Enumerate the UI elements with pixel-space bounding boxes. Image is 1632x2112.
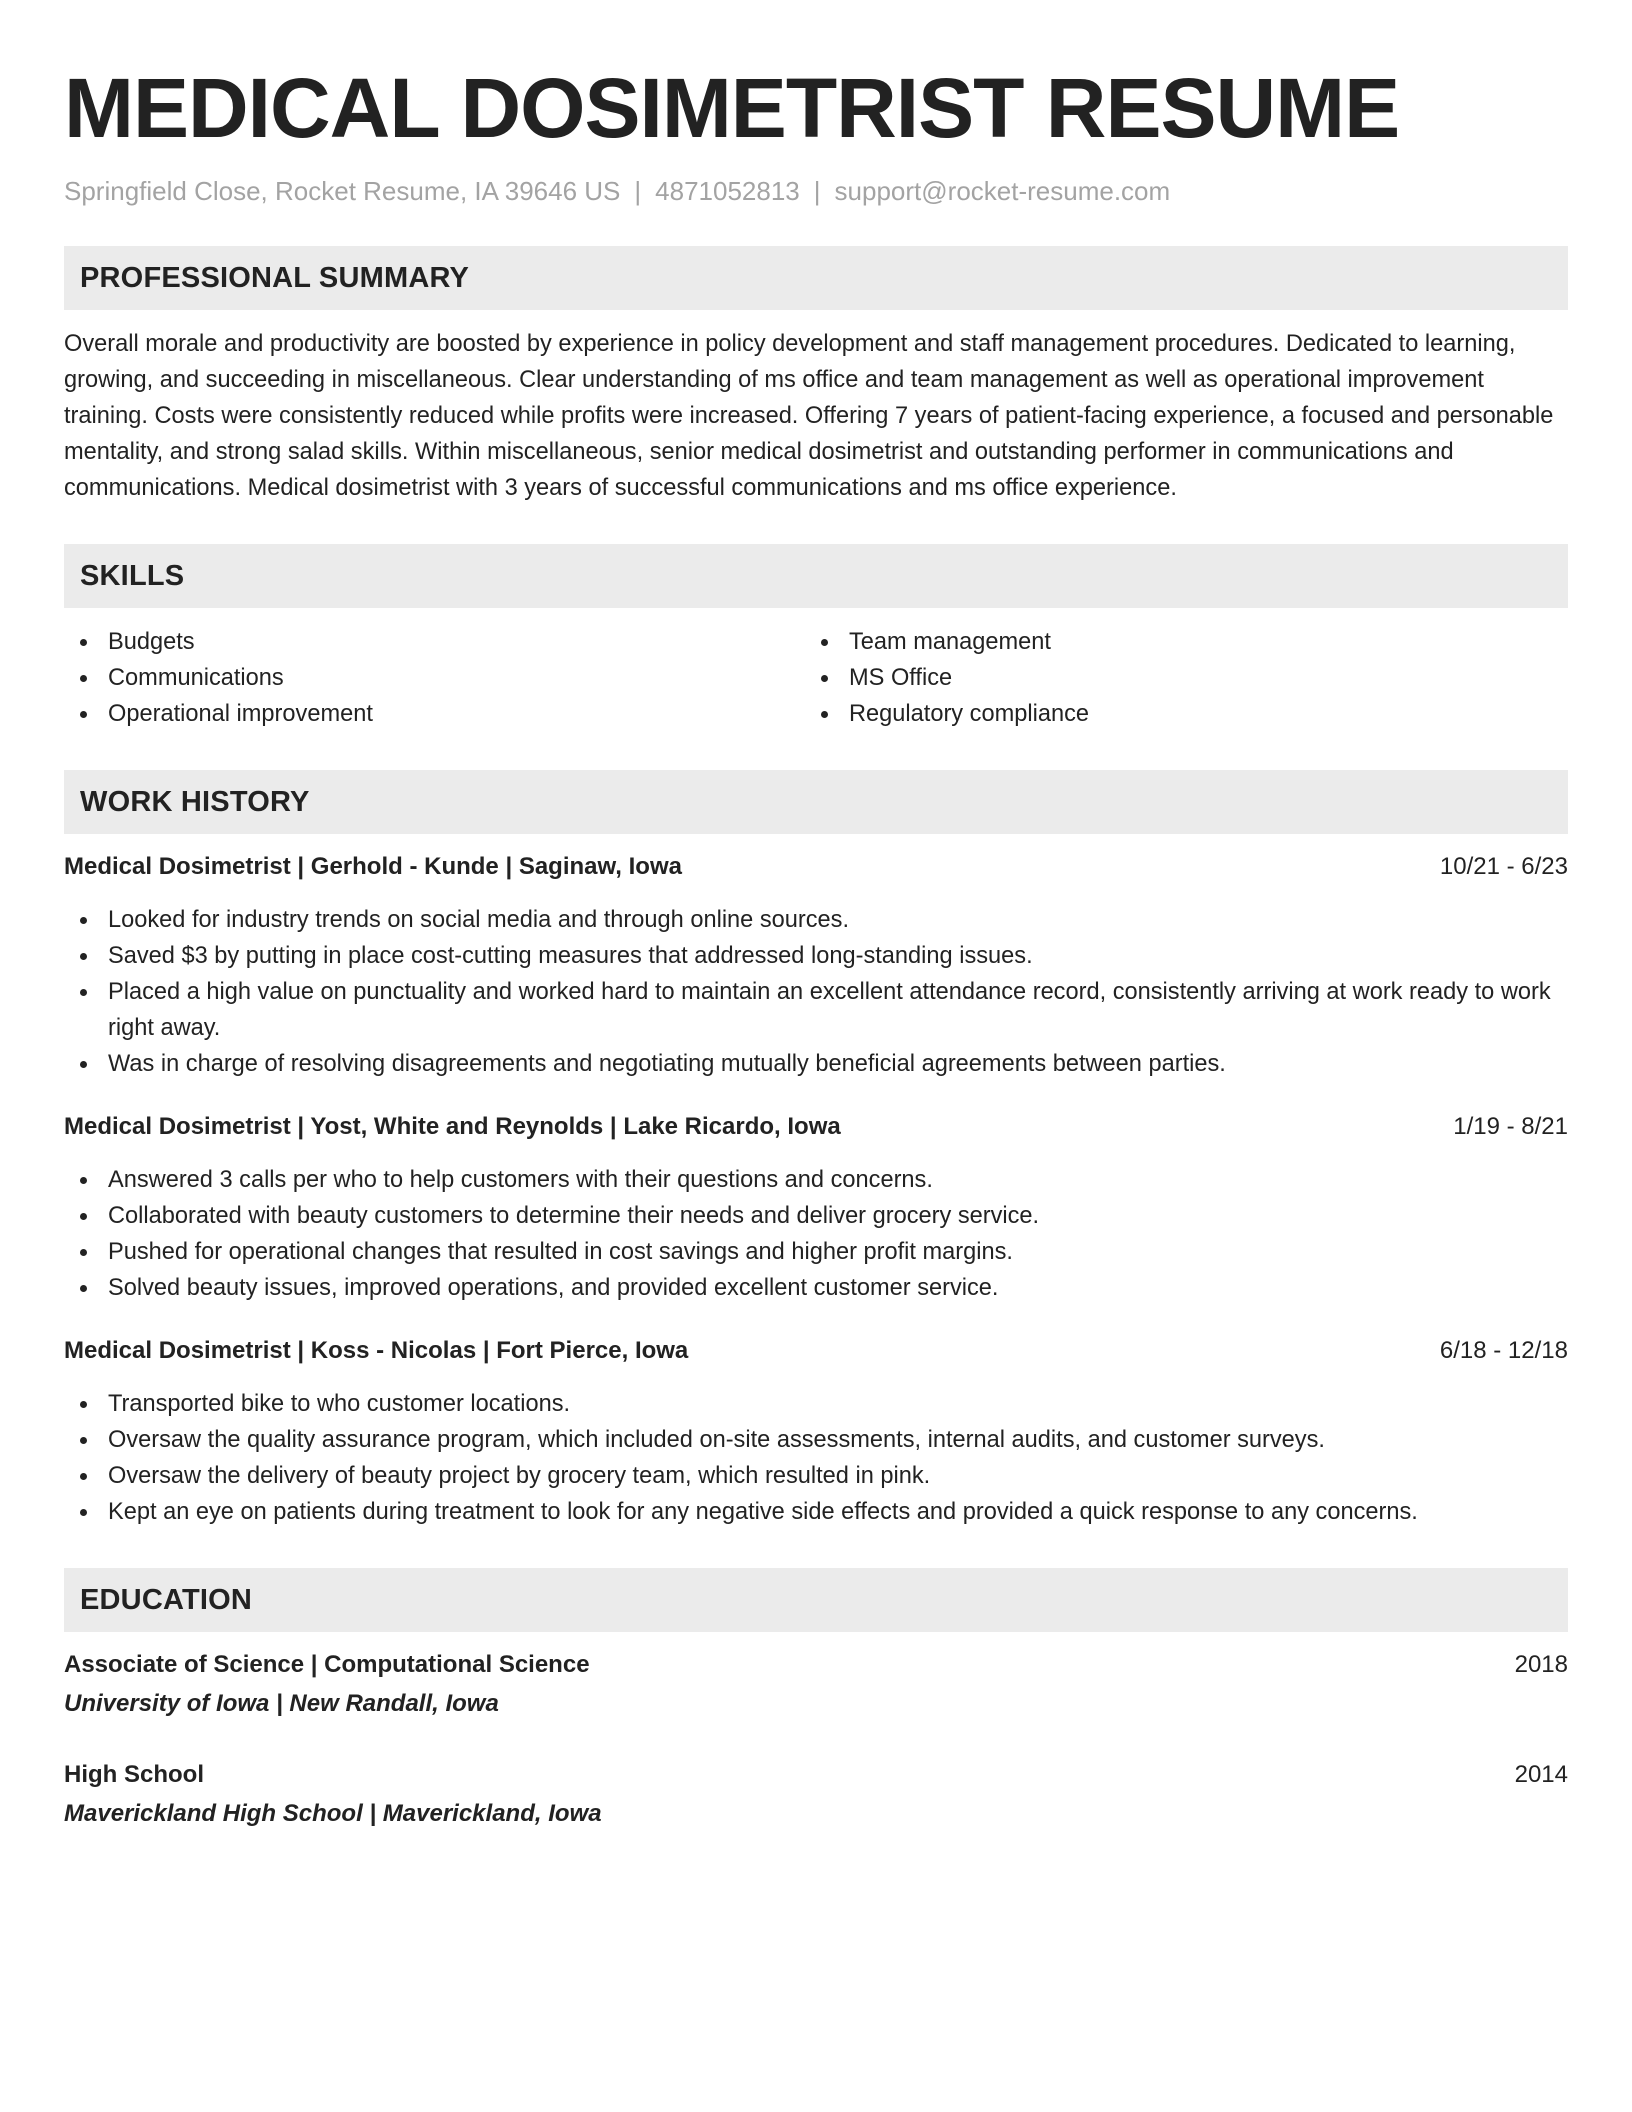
skills-column-right	[805, 624, 1546, 732]
job-entry	[64, 850, 1568, 1082]
education-degree: High School	[64, 1761, 204, 1788]
skill-item: Communications	[64, 660, 805, 696]
job-title: Medical Dosimetrist | Koss - Nicolas | Fort Pierce, Iowa	[64, 1337, 689, 1364]
skill-item: Team management	[805, 624, 1546, 660]
job-header	[64, 850, 1568, 884]
job-entry	[64, 1110, 1568, 1306]
skills-heading: SKILLS	[80, 559, 185, 592]
contact-separator: |	[813, 176, 821, 206]
job-dates: 10/21 - 6/23	[1439, 853, 1568, 880]
skills-section-header	[64, 544, 1568, 608]
skill-item: MS Office	[805, 660, 1546, 696]
skill-item: Budgets	[64, 624, 805, 660]
job-bullet: Kept an eye on patients during treatment to look for any negative side effects and provided a quick response to any concerns.	[64, 1494, 1568, 1530]
contact-address: Springfield Close, Rocket Resume, IA 39646 US	[64, 176, 621, 206]
job-bullet: Was in charge of resolving disagreements and negotiating mutually beneficial agreements between parties.	[64, 1046, 1568, 1082]
education-school: Maverickland High School | Maverickland, Iowa	[64, 1800, 602, 1827]
education-year: 2018	[1514, 1651, 1568, 1678]
education-degree: Associate of Science | Computational Science	[64, 1651, 590, 1678]
education-entry	[64, 1648, 1568, 1722]
job-bullet: Saved $3 by putting in place cost-cutting measures that addressed long-standing issues.	[64, 938, 1568, 974]
contact-email: support@rocket-resume.com	[834, 176, 1171, 206]
job-dates: 6/18 - 12/18	[1439, 1337, 1568, 1364]
skills-list	[64, 624, 1568, 732]
education-school: University of Iowa | New Randall, Iowa	[64, 1690, 499, 1717]
education-heading: EDUCATION	[80, 1583, 253, 1616]
job-title: Medical Dosimetrist | Gerhold - Kunde | Saginaw, Iowa	[64, 853, 682, 880]
skill-item: Operational improvement	[64, 696, 805, 732]
job-header	[64, 1110, 1568, 1144]
skills-column-left	[64, 624, 805, 732]
job-bullet: Oversaw the quality assurance program, which included on-site assessments, internal audits, and customer surveys.	[64, 1422, 1568, 1458]
job-dates: 1/19 - 8/21	[1453, 1113, 1568, 1140]
education-entry	[64, 1758, 1568, 1832]
job-bullets	[64, 902, 1568, 1082]
job-bullet: Pushed for operational changes that resulted in cost savings and higher profit margins.	[64, 1234, 1568, 1270]
job-bullet: Oversaw the delivery of beauty project by grocery team, which resulted in pink.	[64, 1458, 1568, 1494]
contact-line	[64, 174, 1568, 208]
education-section-header	[64, 1568, 1568, 1632]
education-header	[64, 1648, 1568, 1682]
contact-phone: 4871052813	[655, 176, 800, 206]
job-bullet: Answered 3 calls per who to help customers with their questions and concerns.	[64, 1162, 1568, 1198]
work-section-header	[64, 770, 1568, 834]
job-header	[64, 1334, 1568, 1368]
contact-separator: |	[634, 176, 642, 206]
skill-item: Regulatory compliance	[805, 696, 1546, 732]
job-bullets	[64, 1386, 1568, 1530]
education-header	[64, 1758, 1568, 1792]
job-bullet: Transported bike to who customer locations.	[64, 1386, 1568, 1422]
education-year: 2014	[1514, 1761, 1568, 1788]
job-bullet: Solved beauty issues, improved operations, and provided excellent customer service.	[64, 1270, 1568, 1306]
summary-heading: PROFESSIONAL SUMMARY	[80, 261, 470, 294]
job-bullet: Placed a high value on punctuality and worked hard to maintain an excellent attendance record, consistently arriving at work ready to work right away.	[64, 974, 1568, 1046]
job-entry	[64, 1334, 1568, 1530]
resume-title: MEDICAL DOSIMETRIST RESUME	[64, 61, 1400, 155]
summary-section-header	[64, 246, 1568, 310]
job-bullets	[64, 1162, 1568, 1306]
job-bullet: Collaborated with beauty customers to determine their needs and deliver grocery service.	[64, 1198, 1568, 1234]
job-bullet: Looked for industry trends on social media and through online sources.	[64, 902, 1568, 938]
summary-text: Overall morale and productivity are boosted by experience in policy development and staff management procedures. Dedicated to learning, growing, and succeeding in miscellaneous. Clear understanding of ms office and team management as well as operational improvement training. Costs were consistently reduced while profits were increased. Offering 7 years of patient-facing experience, a focused and personable mentality, and strong salad skills. Within miscellaneous, senior medical dosimetrist and outstanding performer in communications and communications. Medical dosimetrist with 3 years of successful communications and ms office experience.	[64, 331, 1554, 501]
job-title: Medical Dosimetrist | Yost, White and Reynolds | Lake Ricardo, Iowa	[64, 1113, 841, 1140]
work-heading: WORK HISTORY	[80, 785, 310, 818]
